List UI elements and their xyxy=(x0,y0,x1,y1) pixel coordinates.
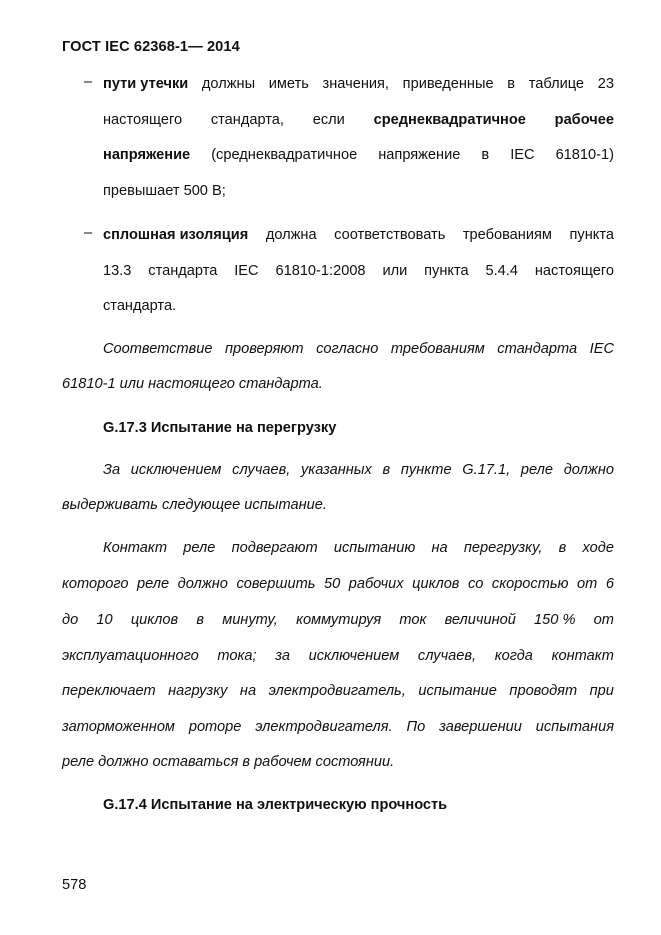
section-heading-g174: G.17.4 Испытание на электрическую прочность xyxy=(103,797,448,813)
word: в xyxy=(507,76,516,92)
word: минуту, xyxy=(222,612,278,628)
word: в xyxy=(382,462,391,478)
word: 13.3 xyxy=(103,263,132,279)
word: эксплуатационного xyxy=(62,648,199,664)
word: 10 xyxy=(96,612,113,628)
word: пункта xyxy=(569,227,614,243)
word: значения, xyxy=(322,76,389,92)
bullet-2-line-1 xyxy=(103,225,614,245)
word: 23 xyxy=(597,76,614,92)
word: требованиям xyxy=(462,227,552,243)
word: контакт xyxy=(551,648,614,664)
word: приведенные xyxy=(402,76,494,92)
word: Контакт xyxy=(103,540,168,556)
word: требованиям xyxy=(390,341,485,357)
word: нагрузку xyxy=(168,683,228,699)
word: напряжение xyxy=(378,147,461,163)
bullet-1-line-3 xyxy=(103,145,614,165)
word: соответствовать xyxy=(334,227,446,243)
word: циклов xyxy=(130,612,179,628)
term-solid-insulation: сплошная изоляция xyxy=(103,227,249,243)
word: По xyxy=(406,719,426,735)
word: испытание xyxy=(418,683,497,699)
word: 150 % xyxy=(534,612,576,628)
word: когда xyxy=(494,648,533,664)
word: IEC xyxy=(589,341,614,357)
word: иметь xyxy=(268,76,309,92)
word: ток xyxy=(399,612,427,628)
g173-para2-line-7: реле должно оставаться в рабочем состоянии. xyxy=(62,754,395,770)
word: должна xyxy=(265,227,317,243)
g173-para2-line-3 xyxy=(62,610,614,630)
word: реле xyxy=(183,540,216,556)
g173-para2-line-4 xyxy=(62,646,614,666)
bullet-1-line-1 xyxy=(103,74,614,94)
g173-para2-line-5 xyxy=(62,681,614,701)
bullet-dash: – xyxy=(84,74,93,90)
word: коммутируя xyxy=(296,612,382,628)
word: Соответствие xyxy=(103,341,213,357)
word: в xyxy=(196,612,204,628)
bullet-2-line-3: стандарта. xyxy=(103,298,177,314)
word: реле xyxy=(520,462,553,478)
word: подвергают xyxy=(231,540,318,556)
word: указанных xyxy=(301,462,372,478)
word: переключает xyxy=(62,683,156,699)
term-creepage: пути утечки xyxy=(103,76,189,92)
term-working: рабочее xyxy=(554,112,614,128)
word: исключением xyxy=(130,462,222,478)
word: случаев, xyxy=(232,462,291,478)
word: со xyxy=(467,576,484,592)
word: которого xyxy=(62,576,129,592)
bullet-1-line-4: превышает 500 В; xyxy=(103,183,226,199)
word: или xyxy=(382,263,408,279)
word: от xyxy=(593,612,614,628)
word: настоящего xyxy=(534,263,614,279)
word: испытания xyxy=(535,719,614,735)
word: стандарта xyxy=(497,341,578,357)
word: величиной xyxy=(444,612,516,628)
word: проверяют xyxy=(225,341,304,357)
term-rms: среднеквадратичное xyxy=(373,112,526,128)
word: в xyxy=(558,540,567,556)
word: IEC xyxy=(510,147,535,163)
g173-para2-line-2 xyxy=(62,574,614,594)
word: должно xyxy=(563,462,614,478)
word: циклов xyxy=(412,576,460,592)
word: должны xyxy=(201,76,256,92)
word: за xyxy=(275,648,290,664)
word: электродвигатель, xyxy=(268,683,406,699)
word: стандарта xyxy=(148,263,218,279)
word: ходе xyxy=(582,540,614,556)
g173-para1-line-2: выдерживать следующее испытание. xyxy=(62,497,327,513)
word: 6 xyxy=(605,576,614,592)
g173-para2-line-1 xyxy=(103,538,614,558)
word: от xyxy=(577,576,598,592)
word: проводят xyxy=(509,683,578,699)
word: согласно xyxy=(316,341,379,357)
word: пункте xyxy=(400,462,452,478)
document-header: ГОСТ IEC 62368-1— 2014 xyxy=(62,39,240,55)
word: 61810-1:2008 xyxy=(275,263,366,279)
word: За xyxy=(103,462,121,478)
bullet-2-line-2 xyxy=(103,261,614,281)
g173-para2-line-6 xyxy=(62,717,614,737)
word: должно xyxy=(177,576,228,592)
word: исключением xyxy=(308,648,400,664)
word: таблице xyxy=(528,76,585,92)
section-heading-g173: G.17.3 Испытание на перегрузку xyxy=(103,420,337,436)
word: пункта xyxy=(424,263,469,279)
word: 61810-1) xyxy=(555,147,614,163)
word: 5.4.4 xyxy=(485,263,518,279)
word: настоящего xyxy=(103,112,183,128)
word: совершить xyxy=(236,576,316,592)
word: при xyxy=(589,683,614,699)
word: реле xyxy=(137,576,170,592)
word: G.17.1, xyxy=(462,462,511,478)
word: IEC xyxy=(234,263,259,279)
word: случаев, xyxy=(417,648,477,664)
word: завершении xyxy=(439,719,522,735)
word: на xyxy=(239,683,257,699)
word: скоростью xyxy=(491,576,569,592)
word: заторможенном xyxy=(62,719,175,735)
word: испытанию xyxy=(333,540,416,556)
word: на xyxy=(431,540,448,556)
compliance-line-2: 61810-1 или настоящего стандарта. xyxy=(62,376,323,392)
compliance-line-1 xyxy=(103,339,614,359)
bullet-dash: – xyxy=(84,225,93,241)
word: 50 xyxy=(323,576,341,592)
bullet-1-line-2 xyxy=(103,110,614,130)
word: (среднеквадратичное xyxy=(211,147,358,163)
word: до xyxy=(62,612,79,628)
word: электродвигателя. xyxy=(255,719,393,735)
word: стандарта, xyxy=(210,112,284,128)
word: роторе xyxy=(188,719,242,735)
term-voltage: напряжение xyxy=(103,147,191,163)
word: если xyxy=(312,112,345,128)
g173-para1-line-1 xyxy=(103,460,614,480)
word: в xyxy=(481,147,490,163)
word: тока; xyxy=(217,648,257,664)
word: перегрузку, xyxy=(463,540,543,556)
page-number: 578 xyxy=(62,877,87,893)
word: рабочих xyxy=(348,576,404,592)
